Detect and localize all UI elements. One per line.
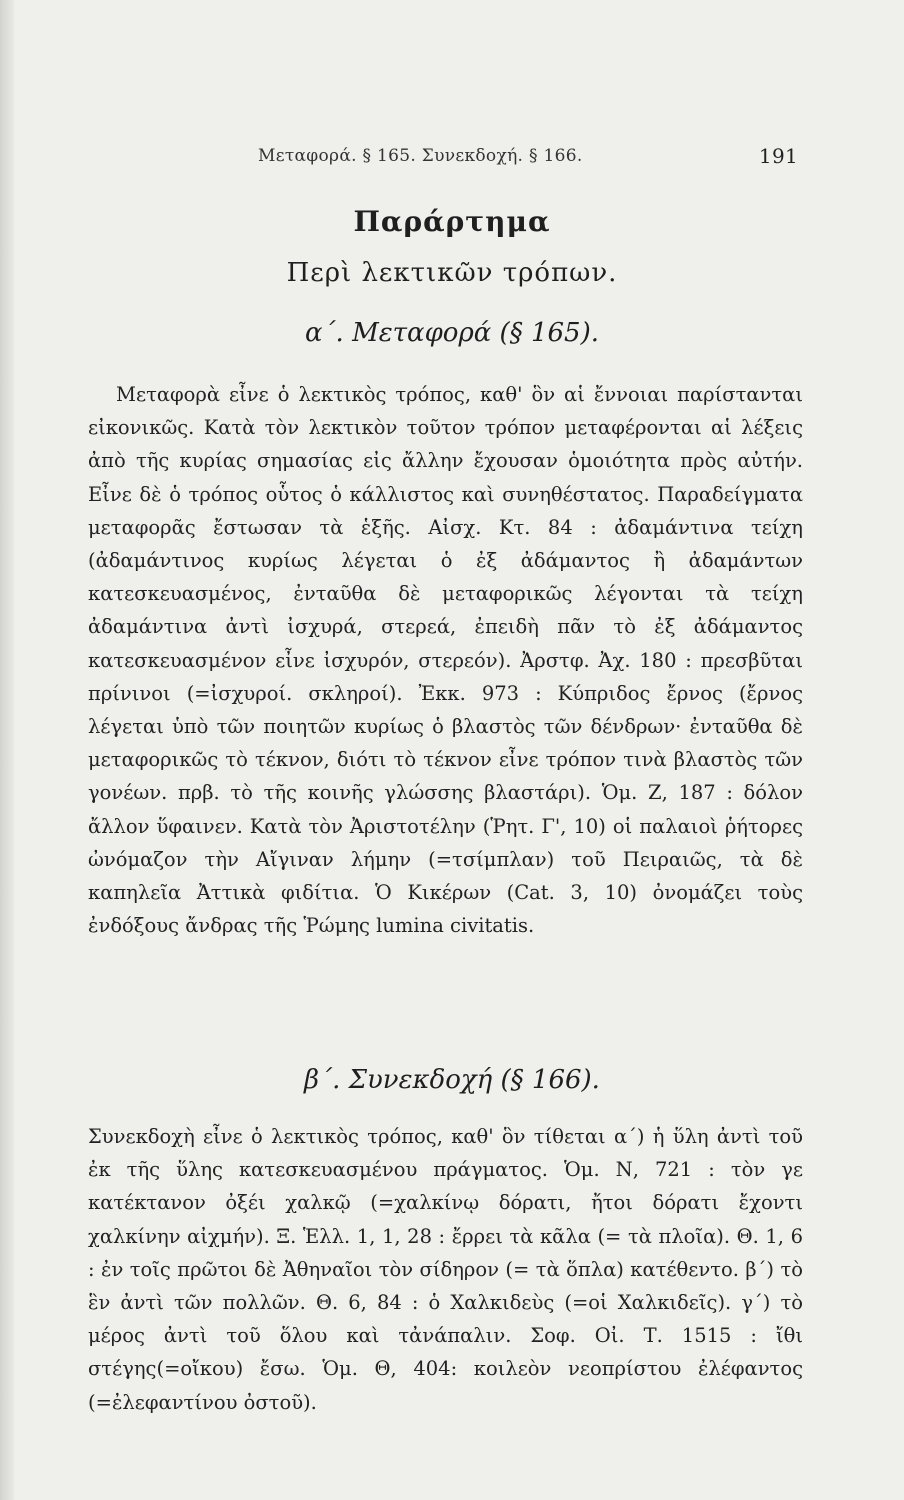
page-number: 191 xyxy=(758,144,798,168)
appendix-title: Παράρτημα xyxy=(353,205,551,238)
paragraph-synecdoche: Συνεκδοχὴ εἶνε ὁ λεκτικὸς τρόπος, καθ' ὃν τίθεται α΄) ἡ ὕλη ἀντὶ τοῦ ἐκ τῆς ὕλης κατεσκευασμένου πράγματος. Ὁμ. Ν, 721 : τὸν γε κατέκτανον ὀξέι χαλκῷ (=χαλκίνῳ δόρατι, ἤτοι δόρατι ἔχοντι χαλκίνην αἰχμήν). Ξ. Ἑλλ. 1, 1, 28 : ἔρρει τὰ κᾶλα (= τὰ πλοῖα). Θ. 1, 6 : ἐν τοῖς πρῶτοι δὲ Ἀθηναῖοι τὸν σίδηρον (= τὰ ὅπλα) κατέθεντο. β΄) τὸ ἓν ἀντὶ τῶν πολλῶν. Θ. 6, 84 : ὁ Χαλκιδεὺς (=οἱ Χαλκιδεῖς). γ΄) τὸ μέρος ἀντὶ τοῦ ὅλου καὶ τἀνάπαλιν. Σοφ. Οἰ. Τ. 1515 : ἴθι στέγης(=οἴκου) ἔσω. Ὁμ. Θ, 404: κοιλεὸν νεοπρίστου ἐλέφαντος (=ἐλεφαντίνου ὀστοῦ). xyxy=(88,1125,803,1414)
section-title: Περὶ λεκτικῶν τρόπων. xyxy=(286,258,618,288)
running-head-text: Μεταφορά. § 165. Συνεκδοχή. § 166. xyxy=(258,146,583,166)
paragraph-metaphor: Μεταφορὰ εἶνε ὁ λεκτικὸς τρόπος, καθ' ὃν αἱ ἔννοιαι παρίστανται εἰκονικῶς. Κατὰ τὸν λεκτικὸν τοῦτον τρόπον μεταφέρονται αἱ λέξεις ἀπὸ τῆς κυρίας σημασίας εἰς ἄλλην ἔχουσαν ὁμοιότητα πρὸς αὐτήν. Εἶνε δὲ ὁ τρόπος οὗτος ὁ κάλλιστος καὶ συνηθέστατος. Παραδείγματα μεταφορᾶς ἔστωσαν τὰ ἑξῆς. Αἰσχ. Κτ. 84 : ἀδαμάντινα τείχη (ἀδαμάντινος κυρίως λέγεται ὁ ἐξ ἀδάμαντος ἢ ἀδαμάντων κατεσκευασμένος, ἐνταῦθα δὲ μεταφορικῶς λέγονται τὰ τείχη ἀδαμάντινα ἀντὶ ἰσχυρά, στερεά, ἐπειδὴ πᾶν τὸ ἐξ ἀδάμαντος κατεσκευασμένον εἶνε ἰσχυρόν, στερεόν). Ἀρστφ. Ἀχ. 180 : πρεσβῦται πρίνινοι (=ἰσχυροί. σκληροί). Ἐκκ. 973 : Κύπριδος ἔρνος (ἔρνος λέγεται ὑπὸ τῶν ποιητῶν κυρίως ὁ βλαστὸς τῶν δένδρων· ἐνταῦθα δὲ μεταφορικῶς τὸ τέκνον, διότι τὸ τέκνον εἶνε τρόπον τινὰ βλαστὸς τῶν γονέων. πρβ. τὸ τῆς κοινῆς γλώσσης βλαστάρι). Ὁμ. Ζ, 187 : δόλον ἄλλον ὕφαινεν. Κατὰ τὸν Ἀριστοτέλην (Ῥητ. Γ', 10) οἱ παλαιοὶ ῥήτορες ὠνόμαζον τὴν Αἴγιναν λήμην (=τσίμπλαν) τοῦ Πειραιῶς, τὰ δὲ καπηλεῖα Ἀττικὰ φιδίτια. Ὁ Κικέρων (Cat. 3, 10) ὀνομάζει τοὺς ἐνδόξους ἄνδρας τῆς Ῥώμης lumina civitatis. xyxy=(88,383,803,938)
subsection-heading-synecdoche: β΄. Συνεκδοχή (§ 166). xyxy=(304,1065,600,1095)
running-head xyxy=(258,146,798,166)
subsection-heading-metaphor: α΄. Μεταφορά (§ 165). xyxy=(304,318,599,348)
